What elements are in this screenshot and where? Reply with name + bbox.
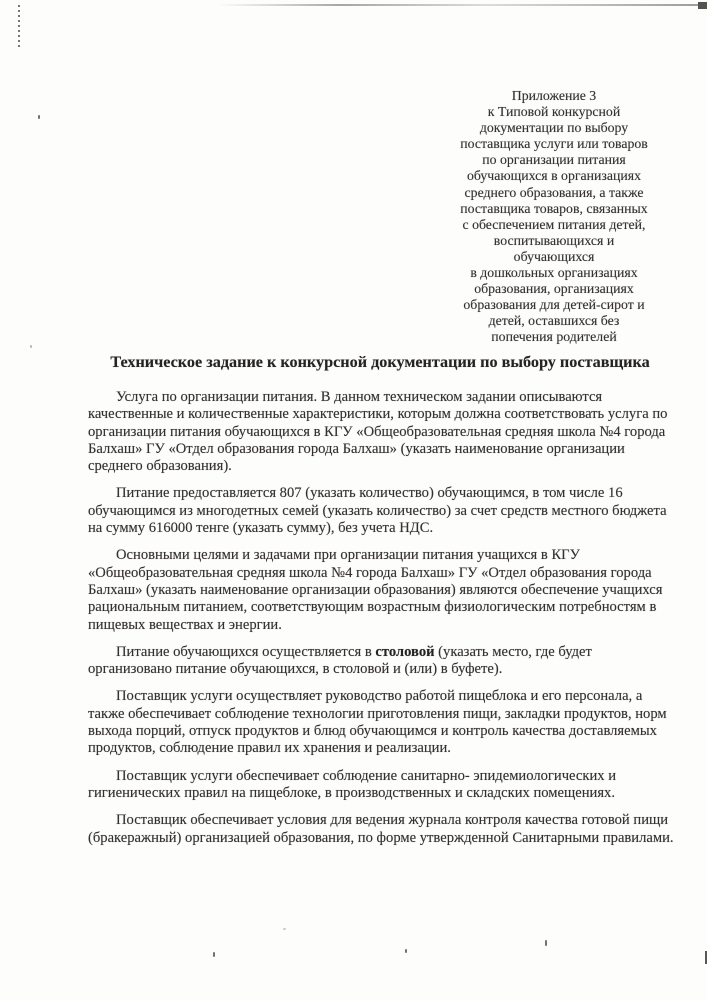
paragraph-text: Услуга по организации питания. В данном техническом задании описываются качественные и количественные характеристики, которым должна соответствовать услуга по организации питания обучающихся в КГУ «Общеобразовательная средняя школа №4 города Балхаш» ГУ «Отдел образования города Балхаш» (указать наименование организации среднего образования).	[88, 389, 668, 475]
appendix-line: по организации питания	[482, 152, 626, 168]
appendix-line: Приложение 3	[511, 88, 597, 103]
paragraph-text: Поставщик обеспечивает условия для ведения журнала контроля качества готовой пищи (бракеражный) организацией образования, по форме утвержденной Санитарными правилами.	[88, 812, 674, 846]
appendix-line: попечения родителей	[491, 329, 617, 345]
paragraph-text: Основными целями и задачами при организации питания учащихся в КГУ «Общеобразовательная средняя школа №4 города Балхаш» ГУ «Отдел образования города Балхаш» (указать наименование организации образования) являются обеспечение учащихся рациональным питанием, соответствующим возрастным физиологическим потребностям в пищевых веществах и энергии.	[88, 547, 663, 633]
appendix-line: поставщика товаров, связанных	[460, 200, 648, 216]
paragraph-bold-text: столовой	[375, 643, 435, 660]
scan-edge-line	[218, 4, 707, 6]
paragraph-text: Поставщик услуги осуществляет руководство работой пищеблока и его персонала, а также обеспечивает соблюдение технологии приготовления пищи, закладки продуктов, норм выхода порций, отпуск продуктов и блюд обучающимся и контроль качества доставляемых продуктов, соблюдение правил их хранения и реализации.	[88, 688, 667, 757]
scan-speck	[283, 928, 286, 930]
appendix-line: образования для детей-сирот и	[463, 297, 645, 313]
appendix-line: обучающихся в организациях	[467, 168, 641, 184]
document-paragraphs	[88, 389, 678, 857]
appendix-line: образования, организациях	[474, 281, 634, 297]
appendix-header-block	[409, 88, 699, 346]
paragraph-text: Питание предоставляется 807 (указать количество) обучающимся, в том числе 16 обучающимся из многодетных семей (указать количество) за счет средств местного бюджета на сумму 616000 тенге (указать сумму), без учета НДС.	[88, 485, 667, 537]
appendix-line: к Типовой конкурсной	[487, 104, 621, 120]
scan-speck	[545, 940, 547, 946]
paragraph-text: Поставщик услуги обеспечивает соблюдение санитарно- эпидемиологических и гигиенических правил на пищеблоке, в производственных и складских помещениях.	[88, 767, 617, 801]
document-title: Техническое задание к конкурсной документации по выбору поставщика	[110, 353, 650, 371]
appendix-line: среднего образования, а также	[464, 184, 644, 200]
appendix-line: в дошкольных организациях	[470, 265, 638, 281]
paragraph	[88, 768, 678, 803]
scan-speck	[30, 345, 32, 348]
appendix-line: с обеспечением питания детей,	[462, 216, 646, 232]
paragraph	[88, 688, 678, 757]
scan-speck	[213, 952, 215, 957]
paragraph-text: (указать место, где будет организовано питание обучающихся, в столовой и (или) в буфете).	[88, 643, 592, 678]
paragraph	[88, 485, 678, 537]
paragraph	[88, 812, 678, 847]
appendix-line: детей, оставшихся без	[488, 313, 620, 329]
paragraph	[88, 389, 678, 475]
appendix-line: поставщика услуги или товаров	[460, 136, 648, 152]
paragraph	[88, 547, 678, 633]
appendix-line: обучающихся	[513, 248, 595, 264]
appendix-line: документации по выбору	[479, 120, 629, 136]
scan-speck	[38, 115, 40, 119]
appendix-line: воспитывающихся и	[493, 232, 615, 248]
scan-speck	[405, 949, 407, 953]
paragraph	[88, 644, 678, 679]
scan-left-edge-marks	[18, 5, 20, 50]
paragraph-text: Питание обучающихся осуществляется в	[116, 643, 376, 660]
scan-corner-mark	[698, 2, 707, 9]
